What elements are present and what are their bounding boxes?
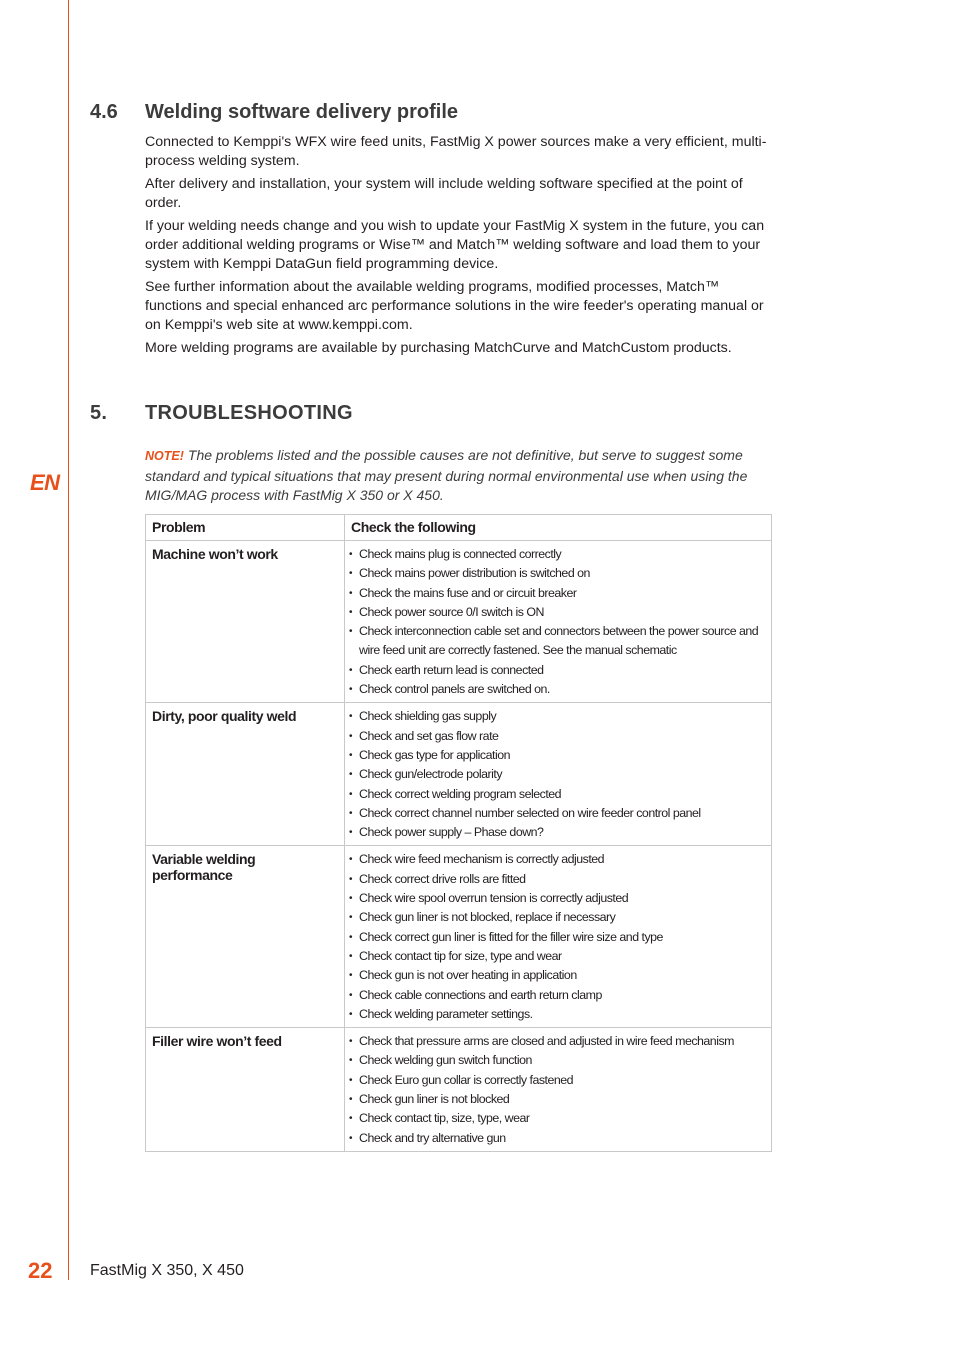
- paragraph: After delivery and installation, your system will include welding software specified at the point of order.: [145, 176, 743, 211]
- checks-list: [349, 707, 765, 842]
- list-item: • Check correct channel number selected on wire feeder control panel: [349, 804, 765, 823]
- list-item: • Check and set gas flow rate: [349, 727, 765, 746]
- problem-cell: Dirty, poor quality weld: [146, 703, 345, 846]
- paragraph: More welding programs are available by purchasing MatchCurve and MatchCustom products.: [145, 340, 732, 356]
- checks-list: [349, 1032, 765, 1148]
- list-item: • Check mains power distribution is switched on: [349, 564, 765, 583]
- table-row: [146, 541, 772, 703]
- problem-cell: Machine won’t work: [146, 541, 345, 703]
- list-item: • Check and try alternative gun: [349, 1129, 765, 1148]
- list-item: • Check wire spool overrun tension is correctly adjusted: [349, 889, 765, 908]
- table-header-row: [146, 515, 772, 541]
- table-body: [146, 541, 772, 1152]
- list-item: • Check control panels are switched on.: [349, 680, 765, 699]
- table-row: [146, 846, 772, 1028]
- paragraph: Connected to Kemppi's WFX wire feed units, FastMig X power sources make a very efficient, multi-process welding system.: [145, 134, 767, 169]
- list-item: • Check gun is not over heating in application: [349, 966, 765, 985]
- section-title: Welding software delivery profile: [145, 101, 459, 123]
- list-item: • Check gas type for application: [349, 746, 765, 765]
- note-text: The problems listed and the possible causes are not definitive, but serve to suggest some standard and typical situations that may present during normal environmental use when using the MIG/MAG process with FastMig X 350 or X 450.: [145, 447, 748, 503]
- section-4-6-body: [145, 133, 775, 362]
- note-block: [145, 446, 765, 506]
- product-name: FastMig X 350, X 450: [90, 1262, 244, 1279]
- list-item: • Check gun liner is not blocked, replace if necessary: [349, 908, 765, 927]
- checks-list: [349, 545, 765, 699]
- list-item: • Check gun/electrode polarity: [349, 765, 765, 784]
- list-item: • Check the mains fuse and or circuit breaker: [349, 584, 765, 603]
- note-label: NOTE!: [145, 449, 184, 463]
- table-row: [146, 1028, 772, 1152]
- list-item: • Check cable connections and earth return clamp: [349, 986, 765, 1005]
- paragraph: See further information about the available welding programs, modified processes, Match™ functions and special enhanced arc performance solutions in the wire feeder's operating manual or on Kemppi's web site at www.kemppi.com.: [145, 279, 764, 333]
- header-problem: Problem: [146, 515, 345, 541]
- list-item: • Check shielding gas supply: [349, 707, 765, 726]
- list-item: • Check contact tip, size, type, wear: [349, 1109, 765, 1128]
- checks-cell: [345, 703, 772, 846]
- list-item: • Check gun liner is not blocked: [349, 1090, 765, 1109]
- list-item: • Check power source 0/I switch is ON: [349, 603, 765, 622]
- section-title: TROUBLESHOOTING: [145, 402, 353, 424]
- paragraph: If your welding needs change and you wish to update your FastMig X system in the future, you can order additional welding programs or Wise™ and Match™ welding software and load them to your system with Kemppi DataGun field programming device.: [145, 218, 765, 272]
- list-item: • Check power supply – Phase down?: [349, 823, 765, 842]
- section-4-6-heading: [90, 101, 458, 124]
- problem-cell: Variable welding performance: [146, 846, 345, 1028]
- language-tag: EN: [30, 470, 60, 495]
- troubleshooting-table: [145, 514, 772, 1152]
- header-checks: Check the following: [345, 515, 772, 541]
- checks-cell: [345, 541, 772, 703]
- section-number: 4.6: [90, 101, 118, 123]
- list-item: • Check that pressure arms are closed and adjusted in wire feed mechanism: [349, 1032, 765, 1051]
- list-item: • Check welding gun switch function: [349, 1051, 765, 1070]
- checks-cell: [345, 1028, 772, 1152]
- list-item: • Check correct gun liner is fitted for the filler wire size and type: [349, 928, 765, 947]
- section-5-heading: [90, 402, 353, 425]
- list-item: • Check mains plug is connected correctly: [349, 545, 765, 564]
- list-item: • Check correct welding program selected: [349, 785, 765, 804]
- list-item: • Check interconnection cable set and connectors between the power source and wire feed unit are correctly fastened. See the manual schematic: [349, 622, 765, 661]
- table-row: [146, 703, 772, 846]
- problem-cell: Filler wire won’t feed: [146, 1028, 345, 1152]
- list-item: • Check welding parameter settings.: [349, 1005, 765, 1024]
- margin-rule: [68, 0, 69, 1280]
- checks-cell: [345, 846, 772, 1028]
- list-item: • Check Euro gun collar is correctly fastened: [349, 1071, 765, 1090]
- footer-rule: [68, 1264, 69, 1280]
- page-footer: [28, 1258, 244, 1284]
- list-item: • Check correct drive rolls are fitted: [349, 870, 765, 889]
- list-item: • Check contact tip for size, type and wear: [349, 947, 765, 966]
- list-item: • Check wire feed mechanism is correctly adjusted: [349, 850, 765, 869]
- section-number: 5.: [90, 402, 108, 424]
- page-number: 22: [28, 1258, 53, 1283]
- checks-list: [349, 850, 765, 1024]
- list-item: • Check earth return lead is connected: [349, 661, 765, 680]
